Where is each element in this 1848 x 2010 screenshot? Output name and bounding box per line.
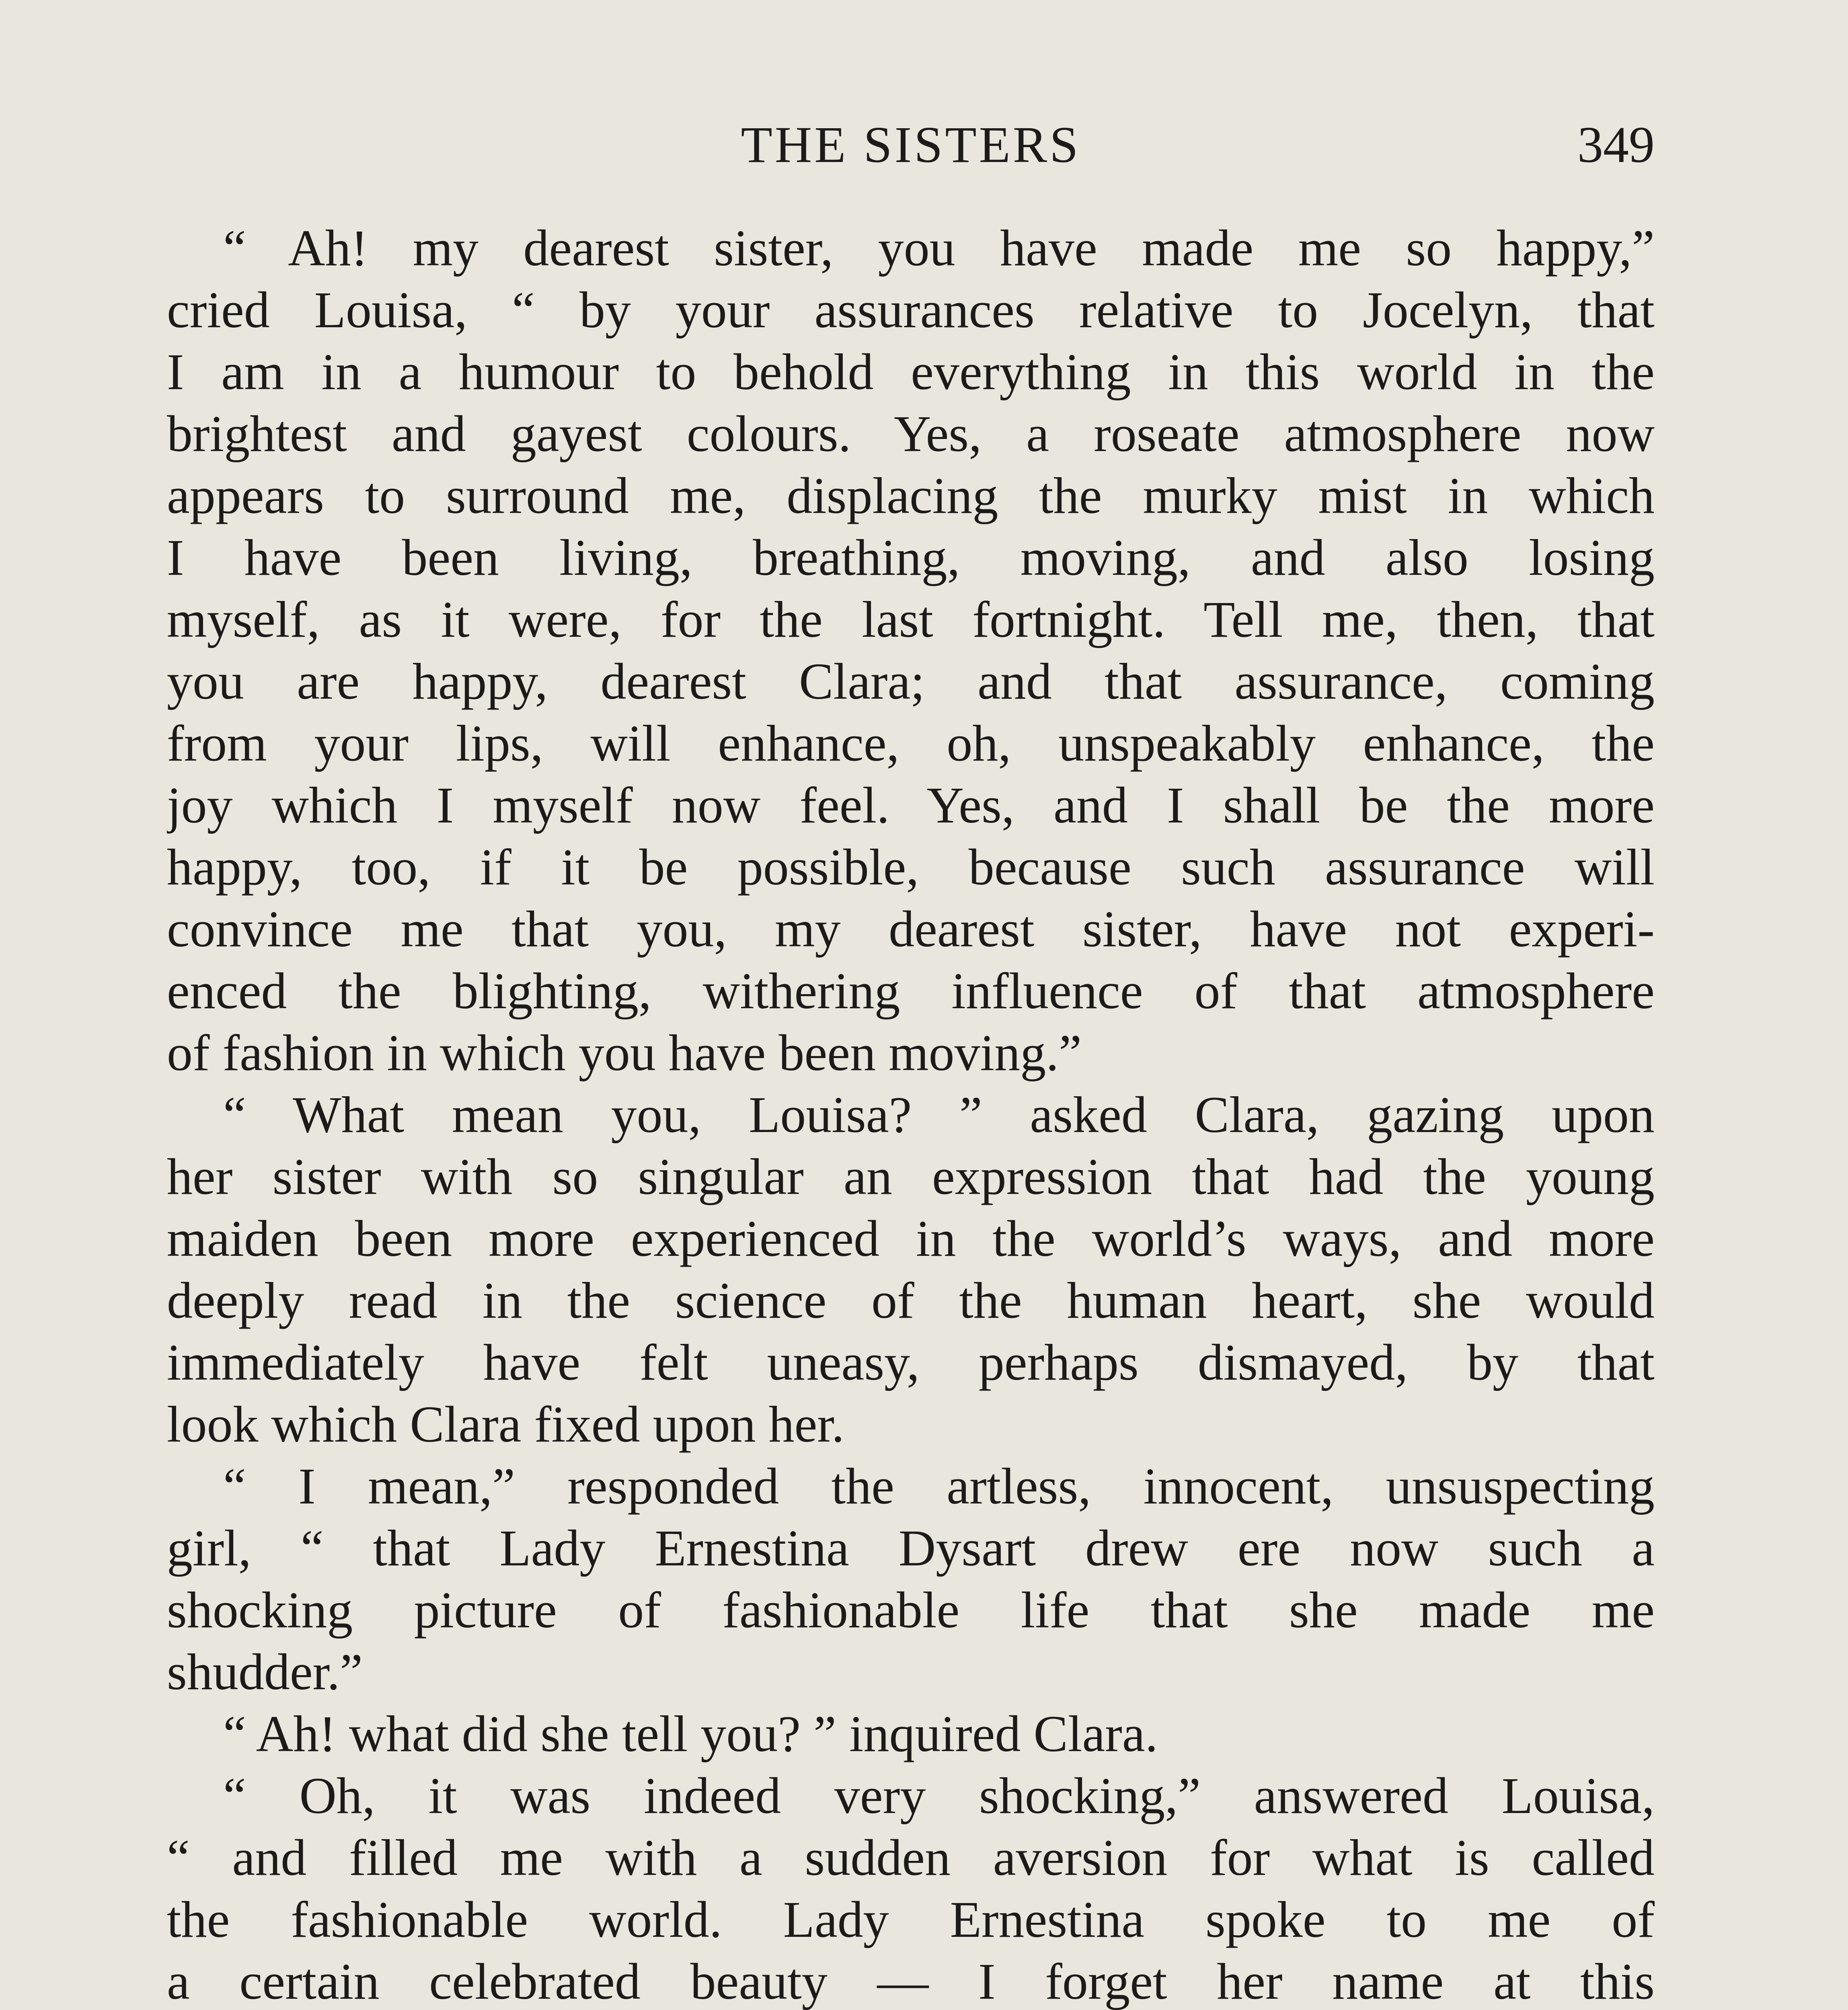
page-number: 349: [1577, 116, 1655, 173]
text-line: “ Ah! my dearest sister, you have made me so happy,”: [223, 219, 1655, 277]
running-title: THE SISTERS: [741, 116, 1081, 173]
text-line: look which Clara fixed upon her.: [167, 1396, 844, 1453]
text-line: “ Oh, it was indeed very shocking,” answered Louisa,: [223, 1767, 1655, 1824]
text-line: brightest and gayest colours. Yes, a roseate atmosphere now: [167, 405, 1655, 462]
text-line: immediately have felt uneasy, perhaps dismayed, by that: [167, 1334, 1655, 1391]
text-line: appears to surround me, displacing the murky mist in which: [167, 467, 1655, 524]
text-line: of fashion in which you have been moving.”: [167, 1024, 1082, 1081]
text-line: enced the blighting, withering influence of that atmosphere: [167, 962, 1655, 1019]
text-line: convince me that you, my dearest sister, have not experi-: [167, 900, 1655, 958]
text-line: “ and filled me with a sudden aversion for what is called: [167, 1829, 1655, 1886]
text-line: “ I mean,” responded the artless, innocent, unsuspecting: [223, 1458, 1655, 1515]
text-line: deeply read in the science of the human heart, she would: [167, 1272, 1655, 1329]
text-line: joy which I myself now feel. Yes, and I shall be the more: [167, 777, 1655, 834]
text-line: girl, “ that Lady Ernestina Dysart drew ere now such a: [167, 1520, 1655, 1577]
text-line: you are happy, dearest Clara; and that assurance, coming: [167, 653, 1655, 710]
text-line: “ What mean you, Louisa? ” asked Clara, gazing upon: [223, 1086, 1655, 1143]
body-text: [167, 217, 1655, 2010]
text-line: I have been living, breathing, moving, and also losing: [167, 529, 1655, 586]
text-line: a certain celebrated beauty — I forget her name at this: [167, 1953, 1655, 2010]
text-line: from your lips, will enhance, oh, unspeakably enhance, the: [167, 715, 1655, 772]
text-line: myself, as it were, for the last fortnight. Tell me, then, that: [167, 591, 1655, 648]
text-line: cried Louisa, “ by your assurances relative to Jocelyn, that: [167, 281, 1655, 338]
text-line: her sister with so singular an expression that had the young: [167, 1148, 1655, 1205]
text-line: shudder.”: [167, 1643, 363, 1700]
text-line: “ Ah! what did she tell you? ” inquired Clara.: [223, 1705, 1158, 1762]
text-line: I am in a humour to behold everything in this world in the: [167, 343, 1655, 400]
text-line: shocking picture of fashionable life that she made me: [167, 1581, 1655, 1639]
page-header: [167, 103, 1655, 187]
text-line: maiden been more experienced in the world’s ways, and more: [167, 1210, 1655, 1267]
text-line: the fashionable world. Lady Ernestina spoke to me of: [167, 1891, 1655, 1948]
text-line: happy, too, if it be possible, because such assurance will: [167, 839, 1655, 896]
